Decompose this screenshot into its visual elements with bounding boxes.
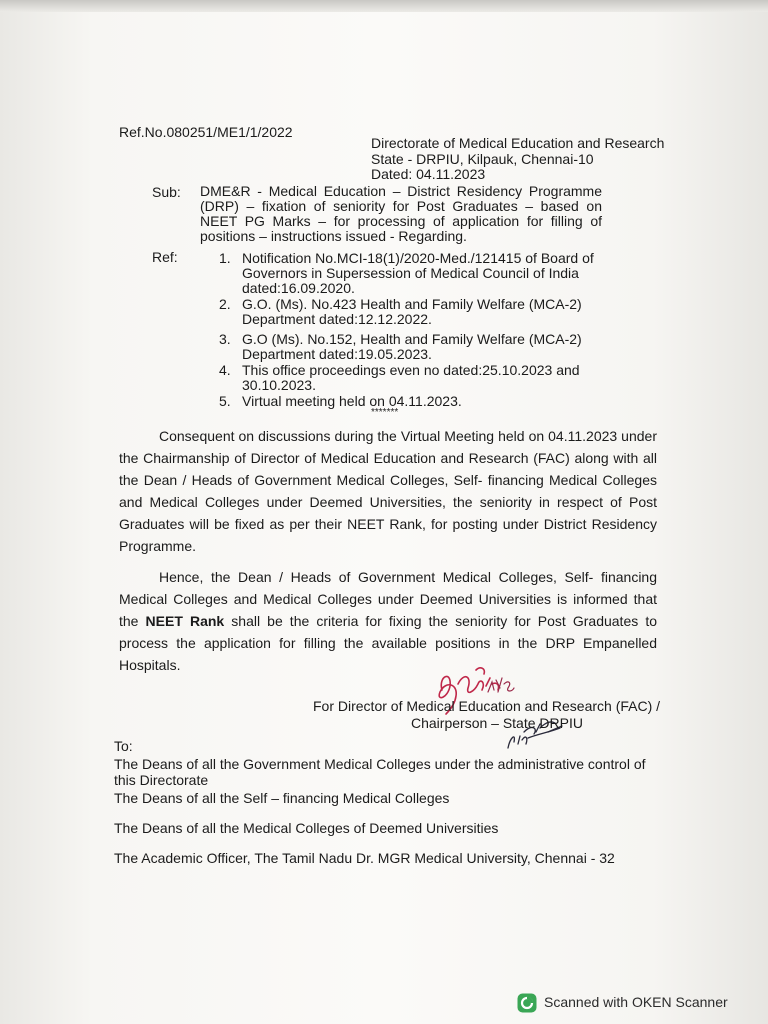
reference-number-3: 3. — [219, 331, 231, 347]
paragraph-2-emphasis: NEET Rank — [145, 613, 225, 629]
scan-edge — [0, 0, 768, 12]
recipient-1: The Deans of all the Government Medical Colleges under the administrative control of — [114, 756, 646, 772]
reference-number-5: 5. — [219, 393, 231, 409]
reference-text-3: G.O (Ms). No.152, Health and Family Welfare (MCA-2) Department dated:19.05.2023. — [242, 331, 582, 362]
reference-text-2: G.O. (Ms). No.423 Health and Family Welfare (MCA-2) Department dated:12.12.2022. — [242, 296, 582, 327]
to-label: To: — [114, 738, 133, 754]
reference-item — [219, 251, 594, 296]
recipient-3: The Deans of all the Medical Colleges of Deemed Universities — [114, 820, 499, 836]
reference-item — [219, 363, 594, 393]
reference-item — [219, 297, 594, 327]
office-address: State - DRPIU, Kilpauk, Chennai-10 — [371, 151, 594, 167]
reference-item — [219, 394, 594, 409]
reference-number-2: 2. — [219, 296, 231, 312]
reference-item — [219, 332, 594, 362]
reference-number-1: 1. — [219, 250, 231, 266]
paragraph-2-start: Hence, the Dean / Heads of Government Medical Colleges, Self- financing Medical Colleges and Medical Colleges under Deemed Universities is informed that the — [119, 569, 657, 629]
oken-scanner-logo-icon — [517, 993, 537, 1013]
paragraph-2 — [119, 566, 657, 676]
separator-stars: ******* — [371, 407, 399, 418]
recipient-4: The Academic Officer, The Tamil Nadu Dr. MGR Medical University, Chennai - 32 — [114, 850, 615, 866]
scanner-watermark — [517, 992, 757, 1014]
reference-number-4: 4. — [219, 362, 231, 378]
paragraph-2-end: shall be the criteria for fixing the seniority for Post Graduates to process the application for filling the available positions in the DRP Empanelled Hospitals. — [119, 613, 657, 673]
signatory-line-1: For Director of Medical Education and Research (FAC) / — [313, 698, 661, 714]
reference-text-5: Virtual meeting held on 04.11.2023. — [242, 393, 462, 409]
recipient-1-cont: this Directorate — [114, 772, 209, 788]
letter-date: Dated: 04.11.2023 — [371, 166, 486, 182]
paragraph-1: Consequent on discussions during the Virtual Meeting held on 04.11.2023 under the Chairmanship of Director of Medical Education and Research (FAC) along with all the Dean / Heads of Government Medical Colleges, Self- financing Medical Colleges and Medical Colleges under Deemed Universities, the seniority in respect of Post Graduates will be fixed as per their NEET Rank, for posting under District Residency Programme. — [119, 428, 657, 554]
office-name: Directorate of Medical Education and Research — [371, 135, 665, 151]
reference-text-4: This office proceedings even no dated:25.10.2023 and 30.10.2023. — [242, 362, 580, 393]
references-label: Ref: — [152, 249, 178, 265]
scanner-watermark-text: Scanned with OKEN Scanner — [544, 994, 728, 1010]
signatory-line-2: Chairperson – State DRPIU — [411, 715, 583, 731]
reference-text-1: Notification No.MCI-18(1)/2020-Med./121415 of Board of Governors in Supersession of Medical Council of India dated:16.09.2020. — [242, 250, 594, 296]
subject-label: Sub: — [152, 184, 181, 200]
recipient-2: The Deans of all the Self – financing Medical Colleges — [114, 790, 450, 806]
subject-text: DME&R - Medical Education – District Residency Programme (DRP) – fixation of seniority for Post Graduates – based on NEET PG Marks – for processing of application for filling of positions – instructions issued - Regarding. — [200, 183, 602, 244]
reference-number: Ref.No.080251/ME1/1/2022 — [119, 124, 293, 140]
